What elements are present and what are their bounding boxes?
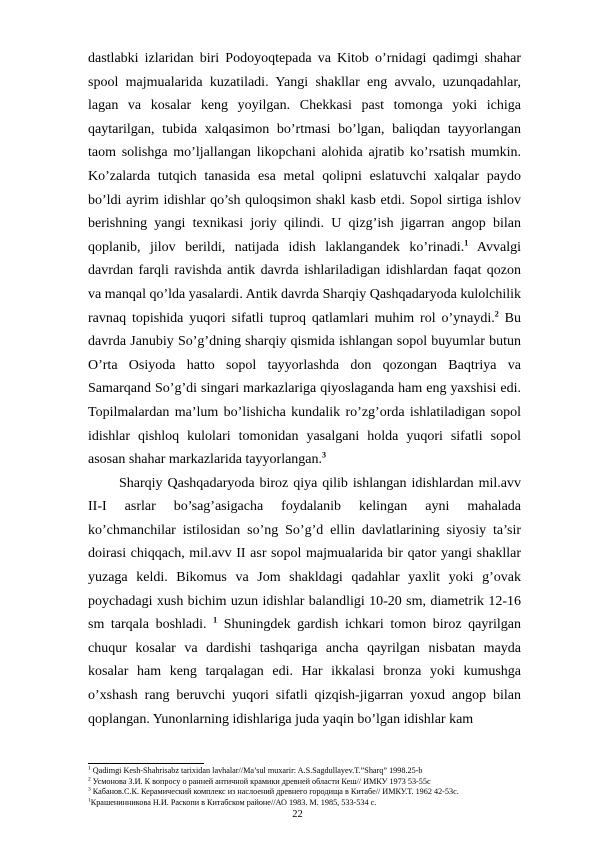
text-run: Sharqiy Qashqadaryoda biroz qiya qilib ishlangan idishlardan mil.avv II-I asrlar bo’sag’asigacha foydalanib kelingan ayni mahalada ko’chmanchilar istilosidan so’ng So’g’d ellin davlatlarining siyosiy ta’sir doirasi chiqqach, mil.avv II asr sopol majmualarida bir qator yangi shakllar yuzaga keldi. Bikomus va Jom shakldagi qadahlar yaxlit yoki g’ovak poychadagi xush bichim uzun idishlar balandligi 10-20 sm, diametrik 12-16 sm tarqala boshladi.: [88, 475, 521, 633]
text-run: Bu davrda Janubiy So’g’dning sharqiy qismida ishlangan sopol buyumlar butun O’rta Osiyoda hatto sopol tayyorlashda don qozongan Baqtriya va Samarqand So’g’di singari markazlariga qiyoslaganda ham eng yaxshisi edi. Topilmalardan ma’lum bo’lishicha kundalik ro’zg’orda ishlatiladigan sopol idishlar qishloq kulolari tomonidan yasalgani holda yuqori sifatli sopol asosan shahar markazlarida tayyorlangan.: [88, 310, 521, 468]
footnote: [88, 766, 521, 777]
paragraph: [88, 47, 521, 472]
page-number: 22: [292, 809, 303, 820]
footnote: [88, 787, 521, 798]
footnote-mark: 1: [88, 796, 91, 803]
footnote-text: Усмонова З.И. К вопросу о ранней античной крамики древней области Кеш// ИМКУ 1973 53-55с: [90, 776, 431, 786]
footnote-separator: [88, 763, 204, 764]
footnotes: [88, 763, 521, 808]
footnote: [88, 798, 521, 809]
footnote-text: Qadimgi Kesh-Shahrisabz tarixidan lavhalar//Ma’sul muxarir: A.S.Sagdullayev.T.”Sharq” 1998.25-b: [90, 766, 423, 775]
footnote-list: [88, 766, 521, 808]
footnote-reference[interactable]: 1: [213, 615, 218, 625]
footnote-mark: 1: [88, 765, 91, 772]
text-run: Avvalgi davrdan farqli ravishda antik davrda ishlariladigan idishlardan faqat qozon va manqal qo’lda yasalardi. Antik davrda Sharqiy Qashqadaryoda kulolchilik ravnaq topishida yuqori sifatli tuproq qatlamlari muhim rol o’ynaydi.: [88, 239, 521, 326]
footnote: [88, 777, 521, 788]
footnote-mark: 3: [88, 786, 91, 793]
body-text: [88, 47, 521, 731]
footnote-text: Крашенинникова Н.И. Раскопи в Китабском районе//АО 1983. М. 1985, 533-534 с.: [90, 797, 377, 807]
footnote-text: Кабанов.С.К. Керамический комплекс из наслоений древнего городища в Китабе// ИМКУ.Т. 1962 42-53с.: [90, 787, 459, 796]
footnote-reference[interactable]: 3: [322, 450, 327, 460]
footnote-mark: 2: [88, 775, 91, 782]
text-run: dastlabki izlaridan biri Podoyoqtepada va Kitob o’rnidagi qadimgi shahar spool majmualarida kuzatiladi. Yangi shakllar eng avvalo, uzunqadahlar, lagan va kosalar keng yoyilgan. Chekkasi past tomonga yoki ichiga qaytarilgan, tubida xalqasimon bo’rtmasi bo’lgan, baliqdan tayyorlangan taom solishga mo’ljallangan likopchani alohida ajratib ko’rsatish mumkin. Ko’zalarda tutqich tanasida esa metal qolipni eslatuvchi xalqalar paydo bo’ldi ayrim idishlar qo’sh quloqsimon shakl kasb etdi. Sopol sirtiga ishlov berishning yangi texnikasi joriy qilindi. U qizg’ish jigarran angop bilan qoplanib, jilov berildi, natijada idish laklangandek ko’rinadi.: [88, 51, 521, 255]
paragraph: [88, 472, 521, 732]
footnote-reference[interactable]: 2: [494, 308, 499, 318]
text-run: Shuningdek gardish ichkari tomon biroz qayrilgan chuqur kosalar va dardishi tashqariga ancha qayrilgan nisbatan mayda kosalar ham keng tarqalagan edi. Har ikkalasi bronza yoki kumushga o’xshash rang beruvchi yuqori sifatli qizqish-jigarran yoxud angop bilan qoplangan. Yunonlarning idishlariga juda yaqin bo’lgan idishlar kam: [88, 617, 521, 727]
footnote-reference[interactable]: 1: [464, 238, 469, 248]
